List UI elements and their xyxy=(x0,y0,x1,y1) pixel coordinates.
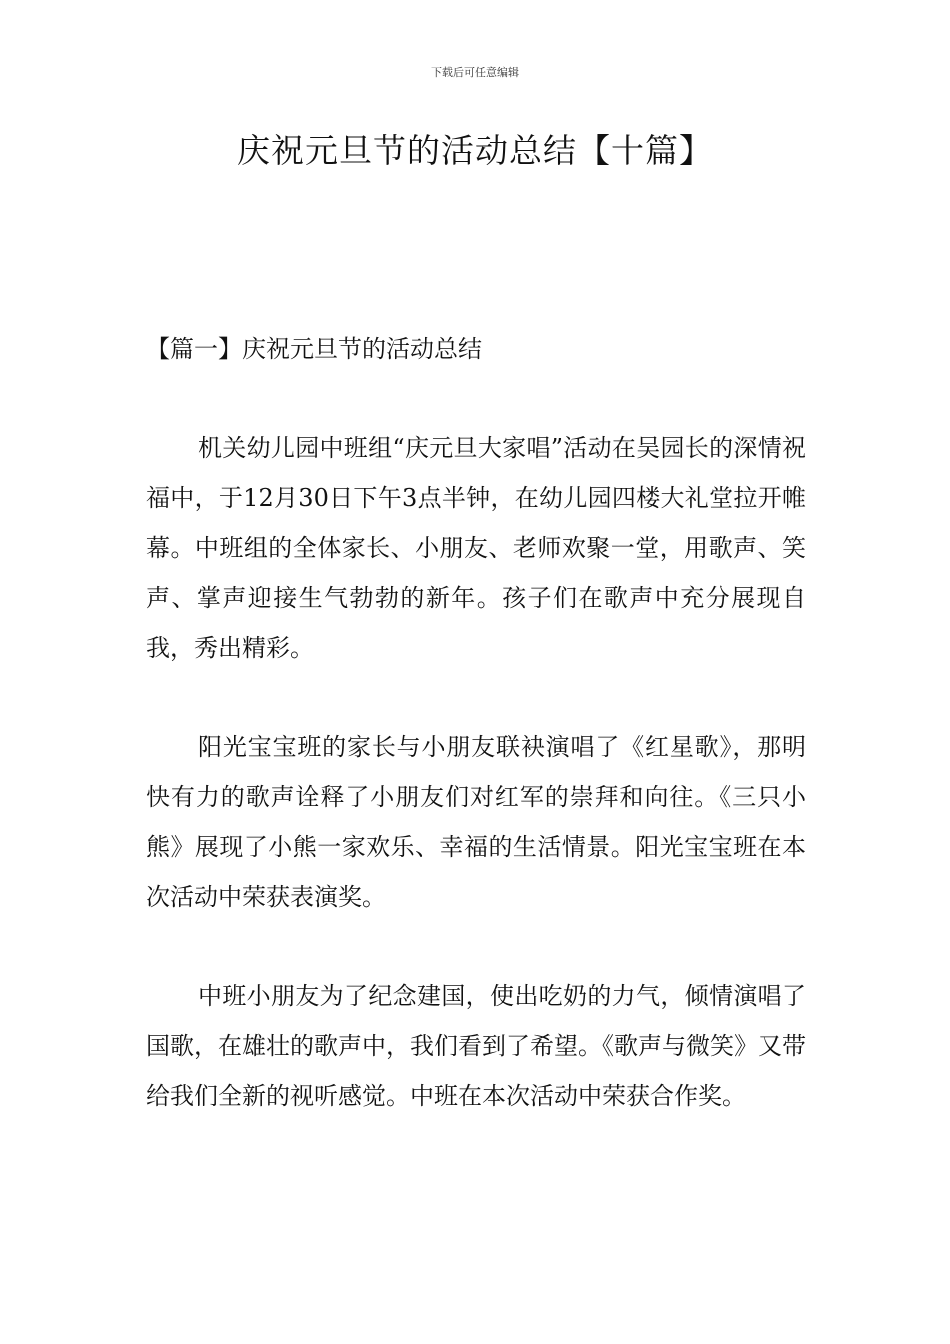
section-heading: 【篇一】庆祝元旦节的活动总结 xyxy=(146,335,482,363)
paragraph: 阳光宝宝班的家长与小朋友联袂演唱了《红星歌》，那明快有力的歌声诠释了小朋友们对红军的崇拜和向往。《三只小熊》展现了小熊一家欢乐、幸福的生活情景。阳光宝宝班在本次活动中荣获表演奖。 xyxy=(146,733,806,911)
header-note: 下载后可任意编辑 xyxy=(431,66,519,79)
paragraph: 机关幼儿园中班组“庆元旦大家唱”活动在吴园长的深情祝福中，于12月30日下午3点半钟，在幼儿园四楼大礼堂拉开帷幕。中班组的全体家长、小朋友、老师欢聚一堂，用歌声、笑声、掌声迎接生气勃勃的新年。孩子们在歌声中充分展现自我，秀出精彩。 xyxy=(146,434,806,662)
document-title: 庆祝元旦节的活动总结【十篇】 xyxy=(237,131,713,170)
paragraph: 中班小朋友为了纪念建国，使出吃奶的力气，倾情演唱了国歌，在雄壮的歌声中，我们看到了希望。《歌声与微笑》又带给我们全新的视听感觉。中班在本次活动中荣获合作奖。 xyxy=(146,982,806,1110)
